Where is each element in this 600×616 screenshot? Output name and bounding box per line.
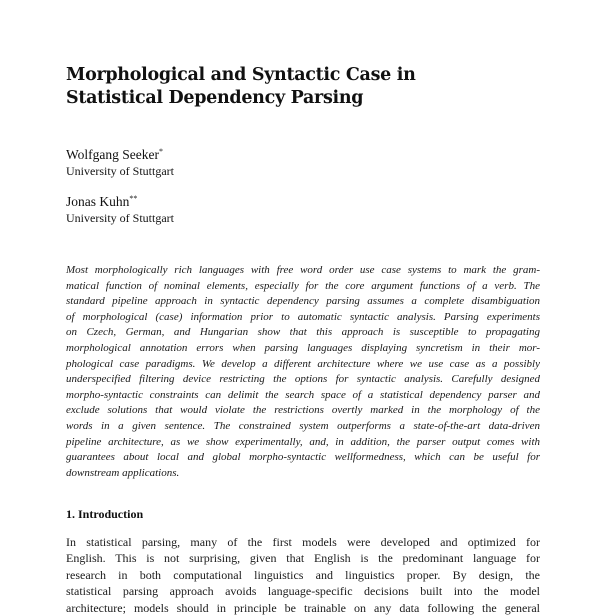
abstract-line: guarantees about local and global morpho-syntactic wellformedness, which can be useful for bbox=[66, 451, 540, 464]
author-name bbox=[66, 147, 174, 163]
section-heading: 1. Introduction bbox=[66, 507, 144, 521]
abstract-line: matical function of nominal elements, especially for the core argument functions of a verb. The bbox=[66, 279, 540, 292]
abstract-line: exclude solutions that would violate the restrictions overtly marked in the morphology of the bbox=[66, 404, 540, 417]
abstract-line: on Czech, German, and Hungarian show that this approach is susceptible to propagating bbox=[66, 326, 540, 339]
abstract-line: of morphological (case) information prior to automatic syntactic analysis. Parsing experiments bbox=[66, 310, 540, 323]
body-line: statistical parsing approach avoids language-specific decisions built into the model bbox=[66, 584, 540, 599]
title-line: Statistical Dependency Parsing bbox=[66, 88, 364, 108]
author-affiliation: University of Stuttgart bbox=[66, 211, 174, 225]
section-body bbox=[66, 534, 540, 616]
abstract-line: underspecified filtering device restricting the options for syntactic analysis. Carefully designed bbox=[66, 373, 540, 386]
abstract-line: morpho-syntactic constraints can delimit the search space of a statistical dependency parser and bbox=[66, 388, 540, 401]
body-line: In statistical parsing, many of the first models were developed and optimized for bbox=[66, 535, 540, 549]
body-line: research in both computational linguistics and linguistics proper. By design, the bbox=[66, 567, 540, 582]
author-name-text: Wolfgang Seeker bbox=[66, 147, 160, 162]
abstract-line: standard pipeline approach in syntactic dependency parsing assumes a complete disambiguation bbox=[66, 295, 540, 308]
author-block bbox=[66, 194, 174, 226]
author-affiliation: University of Stuttgart bbox=[66, 164, 174, 178]
paper-title bbox=[66, 64, 546, 110]
author-footnote-mark: ** bbox=[129, 194, 138, 203]
abstract-line: pipeline architecture, as we show experimentally, and, in addition, the parser output comes with bbox=[66, 435, 540, 448]
abstract-line: downstream applications. bbox=[66, 466, 180, 479]
author-block bbox=[66, 147, 174, 179]
abstract-line: phological case paradigms. We develop a different architecture where we use case as a possibly bbox=[66, 357, 540, 370]
author-footnote-mark: * bbox=[159, 147, 164, 156]
abstract bbox=[66, 263, 540, 481]
abstract-line: Most morphologically rich languages with free word order use case systems to mark the gram- bbox=[66, 264, 540, 276]
body-line: English. This is not surprising, given that English is the predominant language for bbox=[66, 551, 540, 566]
author-name-text: Jonas Kuhn bbox=[66, 194, 130, 209]
title-line: Morphological and Syntactic Case in bbox=[66, 65, 416, 85]
abstract-line: morphological annotation errors when parsing languages displaying syncretism in their mor- bbox=[66, 341, 540, 354]
abstract-line: words in a given sentence. The constrained system outperforms a state-of-the-art data-driven bbox=[66, 419, 540, 432]
body-line: architecture; models should in principle be trainable on any data following the general bbox=[66, 600, 540, 615]
author-name bbox=[66, 194, 174, 210]
